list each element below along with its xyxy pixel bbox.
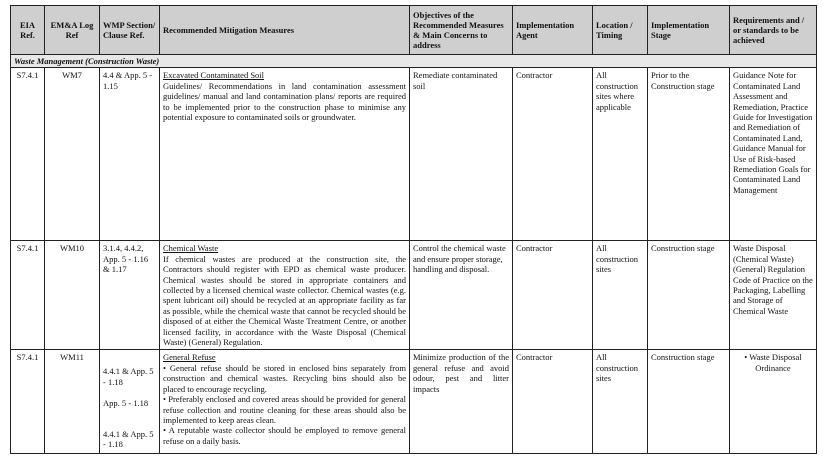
cell-objective: Remediate contaminated soil (410, 68, 513, 241)
cell-location: All construction sites (593, 350, 648, 454)
measure-body: Guidelines/ Recommendations in land contamination assessment guidelines/ manual and land contamination plans/ reports are required to be implemented prior to the construction phase to minimise any potential exposure to contaminated soils or groundwater. (163, 80, 406, 123)
cell-objective: Control the chemical waste and ensure proper storage, handling and disposal. (410, 241, 513, 350)
cell-eia-ref: S7.4.1 (11, 350, 45, 454)
measure-bullet: • Preferably enclosed and covered areas should be provided for general refuse collection and routine cleaning for these areas should also be implemented to keep areas clean. (163, 394, 406, 425)
cell-objective: Minimize production of the general refuse and avoid odour, pest and litter impacts (410, 350, 513, 454)
measure-title: Chemical Waste (163, 243, 219, 254)
measure-title: Excavated Contaminated Soil (163, 70, 265, 81)
cell-log-ref: WM11 (45, 350, 100, 454)
wmp-ref-2: App. 5 - 1.18 (103, 398, 149, 409)
mitigation-measures-table (10, 5, 817, 454)
cell-measures (160, 68, 410, 241)
wmp-ref-1: 4.4.1 & App. 5 - 1.18 (103, 366, 154, 387)
measure-body: If chemical wastes are produced at the construction site, the Contractors should register with EPD as chemical waste producer. Chemical wastes should be stored in appropriate containers and collected by a licensed chemical waste collector. Chemical wastes (e.g. spent lubricant oil) should be recycled at an appropriate facility as far as possible, while the chemical waste that cannot be recycled should be disposed of at either the Chemical Waste Treatment Centre, or another licensed facility, in accordance with the Waste Disposal (Chemical Waste) (General) Regulation. (163, 253, 406, 348)
cell-eia-ref: S7.4.1 (11, 68, 45, 241)
cell-stage: Prior to the Construction stage (648, 68, 730, 241)
cell-log-ref: WM10 (45, 241, 100, 350)
cell-location: All construction sites (593, 241, 648, 350)
cell-agent: Contractor (513, 350, 593, 454)
cell-stage: Construction stage (648, 241, 730, 350)
header-eia-ref: EIA Ref. (11, 6, 45, 55)
table-header-row (11, 6, 817, 55)
cell-measures (160, 350, 410, 454)
header-agent: Implementation Agent (513, 6, 593, 55)
header-measures: Recommended Mitigation Measures (160, 6, 410, 55)
cell-requirements: Waste Disposal (Chemical Waste) (General) Regulation Code of Practice on the Packaging, Labelling and Storage of Chemical Waste (730, 241, 817, 350)
table-row (11, 350, 817, 454)
cell-location: All construction sites where applicable (593, 68, 648, 241)
measure-bullet: • General refuse should be stored in enclosed bins separately from construction and chemical wastes. Recycling bins should also be placed to encourage recycling. (163, 362, 406, 394)
header-stage: Implementation Stage (648, 6, 730, 55)
header-wmp-section: WMP Section/ Clause Ref. (100, 6, 160, 55)
measure-bullet: • A reputable waste collector should be employed to remove general refuse on a daily basis. (163, 425, 406, 446)
table-row (11, 68, 817, 241)
section-title: Waste Management (Construction Waste) (11, 55, 817, 68)
cell-eia-ref: S7.4.1 (11, 241, 45, 350)
header-requirements: Requirements and / or standards to be achieved (730, 6, 817, 55)
cell-measures (160, 241, 410, 350)
cell-wmp (100, 350, 160, 454)
cell-agent: Contractor (513, 68, 593, 241)
cell-requirements: Guidance Note for Contaminated Land Assessment and Remediation, Practice Guide for Investigation and Remediation of Contaminated Land, Guidance Manual for Use of Risk-based Remediation Goals for Contaminated Land Management (730, 68, 817, 241)
cell-agent: Contractor (513, 241, 593, 350)
wmp-ref-3: 4.4.1 & App. 5 - 1.18 (103, 428, 154, 450)
measure-title: General Refuse (163, 352, 216, 363)
cell-stage: Construction stage (648, 350, 730, 454)
table-row (11, 241, 817, 350)
cell-wmp: 3.1.4, 4.4.2, App. 5 - 1.16 & 1.17 (100, 241, 160, 350)
cell-log-ref: WM7 (45, 68, 100, 241)
section-row (11, 55, 817, 68)
header-objectives: Objectives of the Recommended Measures & Main Concerns to address (410, 6, 513, 55)
cell-wmp: 4.4 & App. 5 - 1.15 (100, 68, 160, 241)
header-em-log-ref: EM&A Log Ref (45, 6, 100, 55)
header-location-timing: Location / Timing (593, 6, 648, 55)
cell-requirements: • Waste Disposal Ordinance (730, 350, 817, 454)
